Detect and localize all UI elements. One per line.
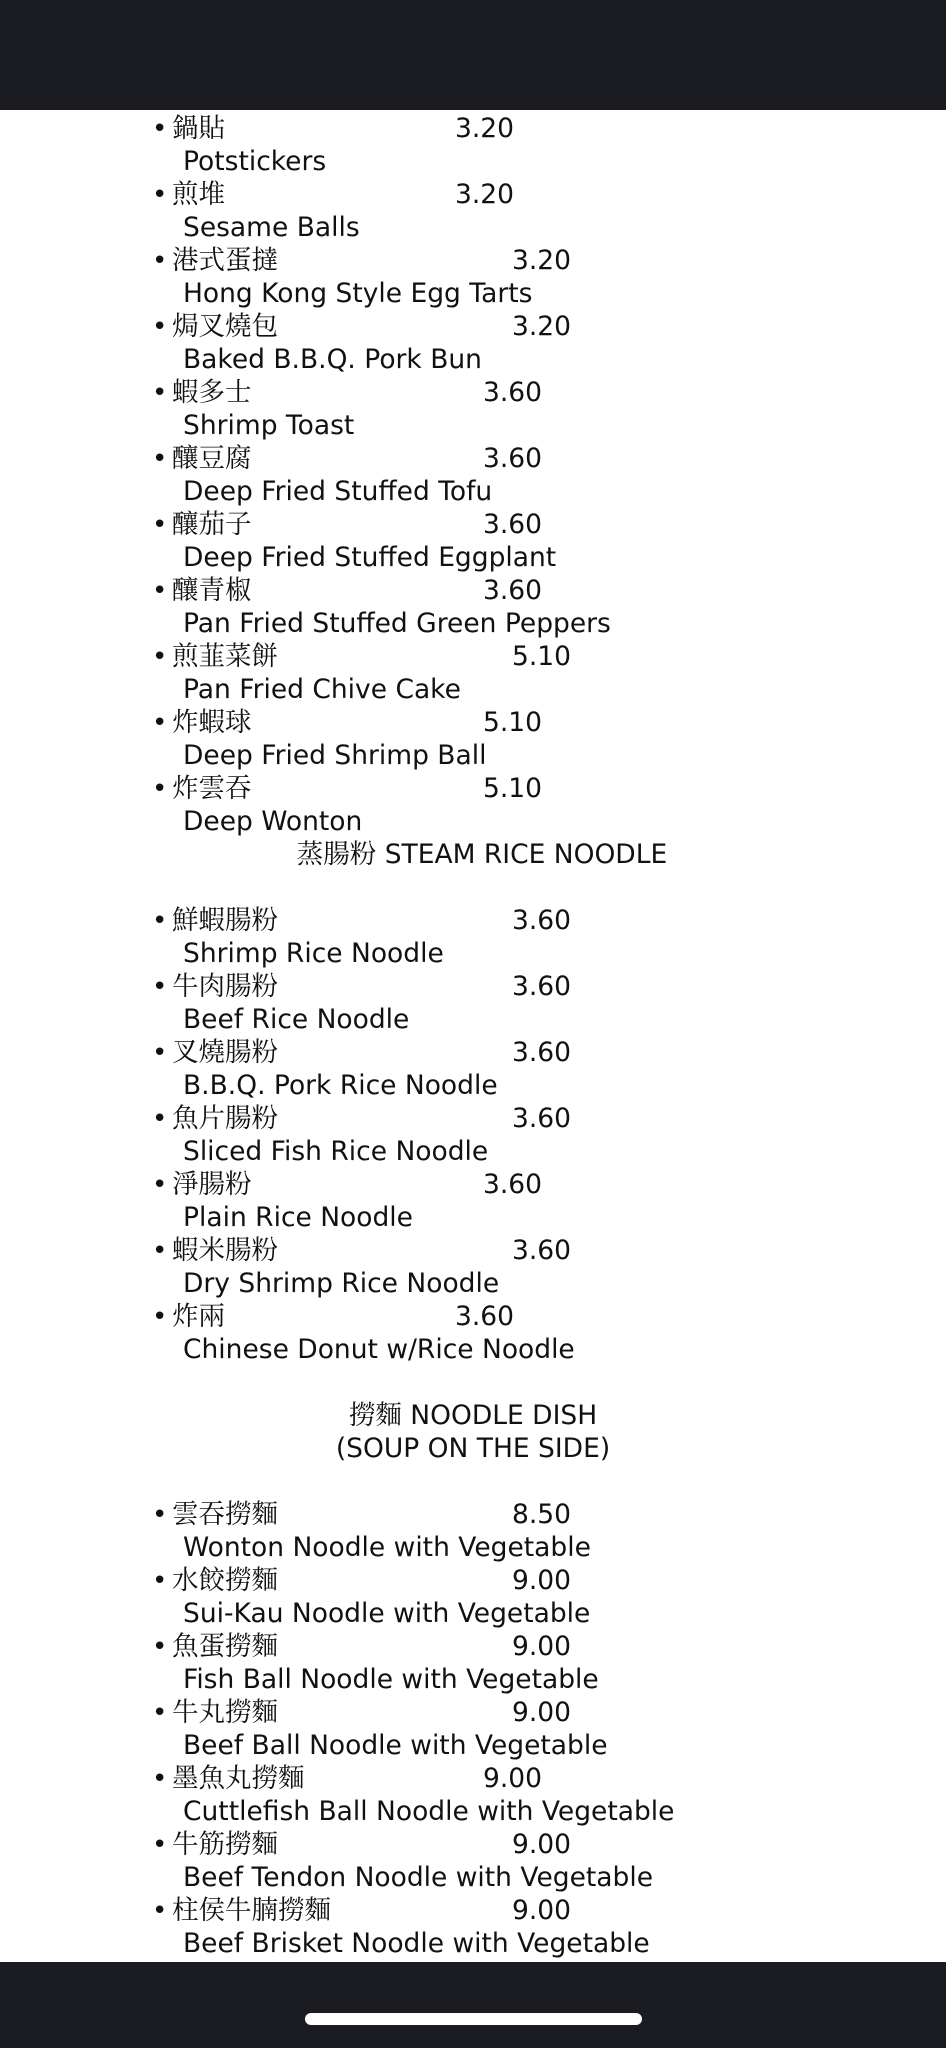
item-price: 8.50 xyxy=(512,1499,572,1530)
item-english-name: Dry Shrimp Rice Noodle xyxy=(183,1268,500,1299)
item-chinese-name: 釀青椒 xyxy=(172,575,252,606)
item-chinese-name: 雲吞撈麵 xyxy=(172,1499,278,1530)
item-english-name: Pan Fried Chive Cake xyxy=(183,674,461,705)
item-price: 5.10 xyxy=(512,641,572,672)
item-chinese-name: 柱侯牛腩撈麵 xyxy=(172,1895,331,1926)
item-price: 3.60 xyxy=(512,1235,572,1266)
section-title-noodle-dish: 撈麵 NOODLE DISH xyxy=(348,1400,598,1431)
item-english-name: Beef Tendon Noodle with Vegetable xyxy=(183,1862,653,1893)
item-chinese-name: 港式蛋撻 xyxy=(172,245,278,276)
item-english-name: Deep Fried Stuffed Eggplant xyxy=(183,542,557,573)
item-price: 3.60 xyxy=(483,443,543,474)
item-chinese-name: 淨腸粉 xyxy=(172,1169,252,1200)
item-english-name: Shrimp Rice Noodle xyxy=(183,938,444,969)
item-chinese-name: 炸兩 xyxy=(172,1301,225,1332)
item-chinese-name: 蝦多士 xyxy=(172,377,252,408)
item-price: 3.60 xyxy=(483,509,543,540)
item-english-name: Beef Rice Noodle xyxy=(183,1004,410,1035)
item-chinese-name: 炸蝦球 xyxy=(172,707,252,738)
item-price: 3.20 xyxy=(455,113,515,144)
item-english-name: Wonton Noodle with Vegetable xyxy=(183,1532,591,1563)
item-chinese-name: 水餃撈麵 xyxy=(172,1565,278,1596)
item-chinese-name: 鍋貼 xyxy=(172,113,225,144)
item-english-name: Sui-Kau Noodle with Vegetable xyxy=(183,1598,591,1629)
item-chinese-name: 焗叉燒包 xyxy=(172,311,278,342)
item-chinese-name: 魚蛋撈麵 xyxy=(172,1631,278,1662)
item-price: 3.60 xyxy=(455,1301,515,1332)
item-price: 3.60 xyxy=(483,377,543,408)
item-chinese-name: 釀茄子 xyxy=(172,509,252,540)
item-english-name: Plain Rice Noodle xyxy=(183,1202,413,1233)
item-chinese-name: 鮮蝦腸粉 xyxy=(172,905,278,936)
item-english-name: Deep Fried Stuffed Tofu xyxy=(183,476,493,507)
item-english-name: Deep Fried Shrimp Ball xyxy=(183,740,487,771)
item-price: 9.00 xyxy=(512,1895,572,1926)
item-price: 9.00 xyxy=(512,1631,572,1662)
item-chinese-name: 蝦米腸粉 xyxy=(172,1235,278,1266)
item-chinese-name: 牛肉腸粉 xyxy=(172,971,278,1002)
item-english-name: Sesame Balls xyxy=(183,212,360,243)
item-english-name: Sliced Fish Rice Noodle xyxy=(183,1136,489,1167)
item-price: 9.00 xyxy=(512,1829,572,1860)
item-english-name: Fish Ball Noodle with Vegetable xyxy=(183,1664,599,1695)
section-title-steam-rice-noodle: 蒸腸粉 STEAM RICE NOODLE xyxy=(296,839,668,870)
item-price: 9.00 xyxy=(512,1565,572,1596)
bottom-bar xyxy=(0,1962,946,2048)
item-price: 3.60 xyxy=(483,1169,543,1200)
menu-page[interactable]: • 鍋貼 3.20 Potstickers • 煎堆 3.20 Sesame Balls • 港式蛋撻 3.20 Hong Kong Style Egg Tarts • 焗叉燒包 3.20 Baked B.B.Q. Pork Bun • 蝦多士 3.60 Shrimp Toast • 釀豆腐 3.60 Deep Fried Stuffed Tofu • 釀茄子 3.60 Deep Fried Stuffed Eggplant • 釀青椒 3.60 Pan Fried Stuffed Green Peppers • 煎韮菜餅 5.10 Pan Fried Chive Cake • 炸蝦球 5.10 Deep Fried Shrimp Ball • 炸雲吞 5.10 Deep Wonton 蒸腸粉 STEAM RICE NOODLE • 鮮蝦腸粉 3.60 Shrimp Rice Noodle • 牛肉腸粉 3.60 Beef Rice Noodle • 叉燒腸粉 3.60 B.B.Q. Pork Rice Noodle • 魚片腸粉 3.60 Sliced Fish Rice Noodle • 淨腸粉 3.60 Plain Rice Noodle • 蝦米腸粉 3.60 Dry Shrimp Rice Noodle • 炸兩 3.60 Chinese Donut w/Rice Noodle 撈麵 NOODLE DISH (SOUP ON THE SIDE) • 雲吞撈麵 8.50 Wonton Noodle with Vegetable • 水餃撈麵 9.00 Sui-Kau Noodle with Vegetable • 魚蛋撈麵 9.00 Fish Ball Noodle with Vegetable • 牛丸撈麵 9.00 Beef Ball Noodle with Vegetable • 墨魚丸撈麵 9.00 Cuttlefish Ball Noodle with Vegetable • 牛筋撈麵 9.00 Beef Tendon Noodle with Vegetable • 柱侯牛腩撈麵 9.00 Beef Brisket Noodle with Vegetable xyxy=(0,110,946,1962)
item-price: 3.20 xyxy=(512,245,572,276)
item-english-name: Shrimp Toast xyxy=(183,410,355,441)
section-subtitle-soup-on-side: (SOUP ON THE SIDE) xyxy=(335,1433,611,1464)
item-chinese-name: 釀豆腐 xyxy=(172,443,252,474)
home-indicator[interactable] xyxy=(305,2013,642,2025)
item-english-name: Chinese Donut w/Rice Noodle xyxy=(183,1334,575,1365)
item-english-name: Deep Wonton xyxy=(183,806,363,837)
item-english-name: Potstickers xyxy=(183,146,327,177)
item-chinese-name: 煎堆 xyxy=(172,179,225,210)
item-chinese-name: 煎韮菜餅 xyxy=(172,641,278,672)
item-price: 5.10 xyxy=(483,773,543,804)
item-price: 3.20 xyxy=(512,311,572,342)
item-chinese-name: 牛筋撈麵 xyxy=(172,1829,278,1860)
item-english-name: B.B.Q. Pork Rice Noodle xyxy=(183,1070,498,1101)
item-chinese-name: 炸雲吞 xyxy=(172,773,252,804)
item-chinese-name: 牛丸撈麵 xyxy=(172,1697,278,1728)
item-chinese-name: 叉燒腸粉 xyxy=(172,1037,278,1068)
item-english-name: Pan Fried Stuffed Green Peppers xyxy=(183,608,611,639)
item-price: 3.60 xyxy=(512,1037,572,1068)
item-price: 3.60 xyxy=(512,1103,572,1134)
item-price: 3.60 xyxy=(512,971,572,1002)
item-price: 5.10 xyxy=(483,707,543,738)
item-english-name: Hong Kong Style Egg Tarts xyxy=(183,278,533,309)
item-english-name: Baked B.B.Q. Pork Bun xyxy=(183,344,482,375)
item-price: 9.00 xyxy=(483,1763,543,1794)
item-chinese-name: 墨魚丸撈麵 xyxy=(172,1763,305,1794)
item-price: 3.60 xyxy=(512,905,572,936)
item-price: 3.20 xyxy=(455,179,515,210)
item-chinese-name: 魚片腸粉 xyxy=(172,1103,278,1134)
item-price: 3.60 xyxy=(483,575,543,606)
item-price: 9.00 xyxy=(512,1697,572,1728)
top-status-bar xyxy=(0,0,946,110)
item-english-name: Beef Ball Noodle with Vegetable xyxy=(183,1730,608,1761)
item-english-name: Cuttlefish Ball Noodle with Vegetable xyxy=(183,1796,675,1827)
item-english-name: Beef Brisket Noodle with Vegetable xyxy=(183,1928,650,1959)
